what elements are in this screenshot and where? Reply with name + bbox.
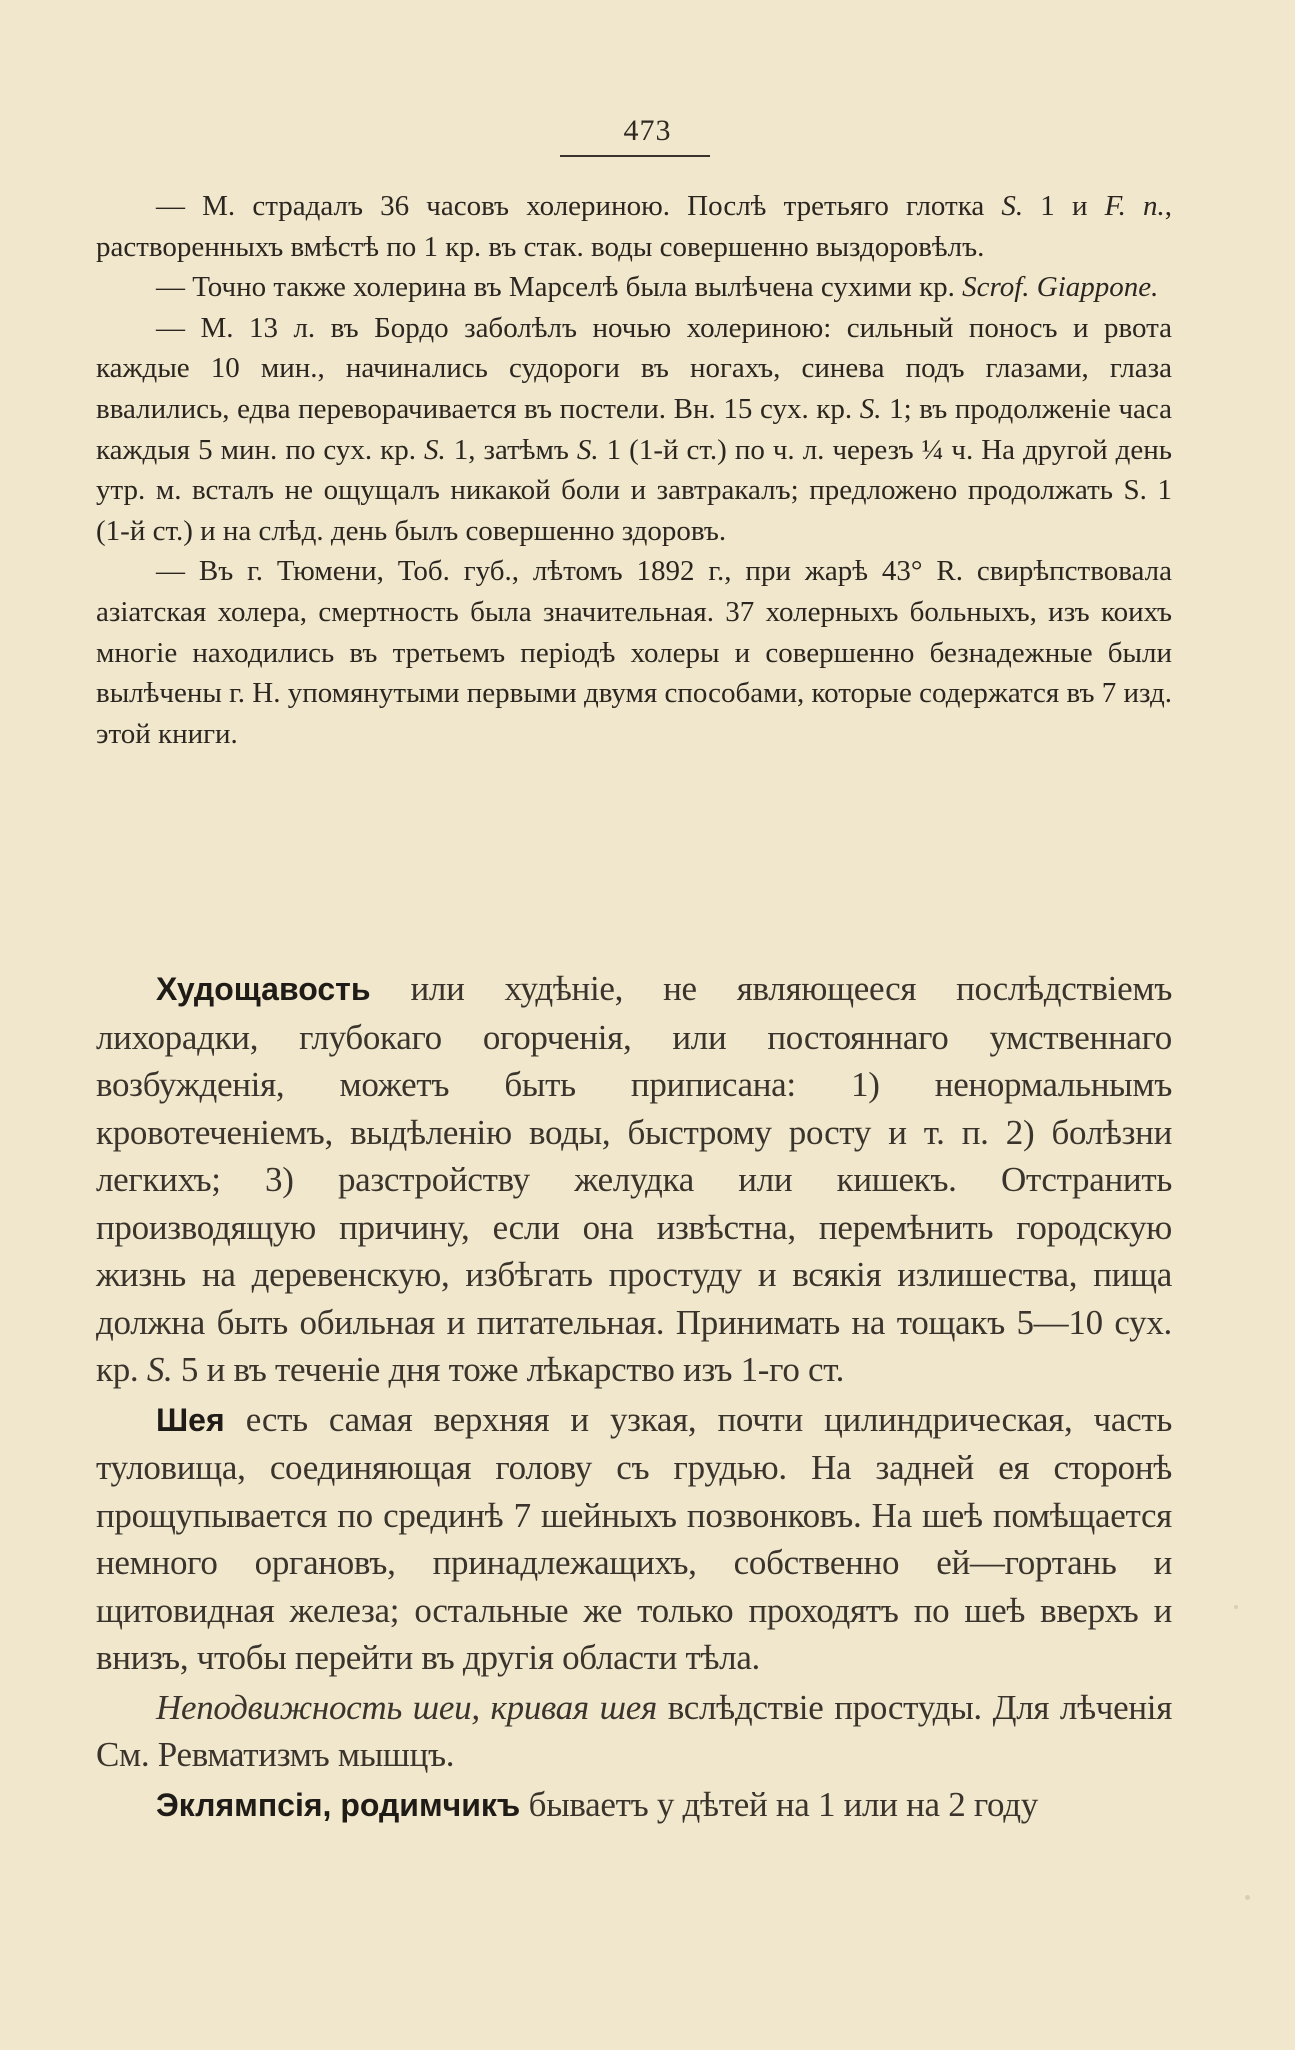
text-run: 1; въ продолженіе часа каждыя 5 мин. по сух. кр. <box>96 392 1172 466</box>
italic-run: S. <box>1001 190 1024 222</box>
text-run: , растворенныхъ вмѣстѣ по 1 кр. въ стак. воды совершенно выздоровѣлъ. <box>96 190 1173 263</box>
italic-run: S. <box>859 392 882 425</box>
italic-term: Неподвижность шеи, кривая шея <box>156 1687 657 1727</box>
entry-term: Худощавость <box>156 971 371 1007</box>
italic-run: S. <box>576 433 599 466</box>
italic-run: F. n. <box>1104 190 1165 222</box>
text-run: — Въ г. Тюмени, Тоб. губ., лѣтомъ 1892 г., при жарѣ 43° R. свирѣпствовала азіатская холера, смертность была значительная. 37 холерныхъ больныхъ, изъ коихъ многіе находились въ третьемъ періодѣ холеры и совершенно безнадежные были вылѣчены г. Н. упомянутыми первыми двумя способами, которые содержатся въ 7 изд. этой книги. <box>96 555 1172 750</box>
italic-run: Giappone. <box>1036 271 1159 304</box>
text-run <box>1030 271 1037 303</box>
entry-text: есть самая верхняя и узкая, почти цилиндрическая, часть туловища, соединяющая голову съ грудью. На задней ея сторонѣ прощупывается по срединѣ 7 шейныхъ позвонковъ. На шеѣ помѣщается немного органовъ, принадлежащихъ, собственно ей—гортань и щитовидная железа; остальные же только проходятъ по шеѣ вверхъ и внизъ, чтобы перейти въ другія области тѣла. <box>96 1399 1172 1677</box>
case-paragraph <box>96 186 1172 267</box>
entry-thinness <box>96 965 1172 1394</box>
case-reports <box>96 186 1172 754</box>
italic-run: S. <box>423 433 446 466</box>
entry-neck <box>96 1396 1172 1682</box>
entry-text: вслѣдствіе простуды. Для лѣченія См. Ревматизмъ мышцъ. <box>96 1687 1172 1774</box>
dictionary-entries <box>96 965 1172 1831</box>
entry-stiff-neck <box>96 1684 1172 1779</box>
paper-speck <box>1234 1605 1238 1609</box>
italic-run: S. <box>146 1350 173 1389</box>
text-run: — М. страдалъ 36 часовъ холериною. Послѣ третьяго глотка <box>156 190 1002 222</box>
text-run: 1 и <box>1023 190 1105 222</box>
case-paragraph <box>96 551 1172 754</box>
entry-term: Шея <box>156 1401 225 1438</box>
entry-text: или худѣніе, не являющееся послѣдствіемъ лихорадки, глубокаго огорченія, или постояннаго умственнаго возбужденія, можетъ быть приписана: 1) ненормальнымъ кровотеченіемъ, выдѣленію воды, быстрому росту и т. п. 2) болѣзни легкихъ; 3) разстройству желудка или кишекъ. Отстранить производящую причину, если она извѣстна, перемѣнить городскую жизнь на деревенскую, избѣгать простуду и всякія излишества, пища должна быть обильная и питательная. Принимать на тощакъ 5—10 сух. кр. <box>96 969 1172 1389</box>
case-paragraph <box>96 308 1172 552</box>
entry-text: бываетъ у дѣтей на 1 или на 2 году <box>520 1784 1038 1824</box>
text-run: — Точно также холерина въ Марселѣ была вылѣчена сухими кр. <box>156 271 963 304</box>
header-rule <box>560 155 710 157</box>
paper-speck <box>1245 1895 1250 1900</box>
text-run: 1 (1-й ст.) по ч. л. черезъ ¼ ч. На другой день утр. м. всталъ не ощущалъ никакой боли и завтракалъ; предложено продолжать S. 1 (1-й ст.) и на слѣд. день былъ совершенно здоровъ. <box>96 433 1173 547</box>
page-number: 473 <box>623 114 672 147</box>
italic-run: Scrof. <box>962 271 1030 304</box>
text-run: 1, затѣмъ <box>445 433 577 466</box>
case-paragraph <box>96 267 1172 308</box>
entry-eclampsia <box>96 1781 1172 1830</box>
entry-term: Эклямпсія, родимчикъ <box>156 1786 521 1823</box>
text-run: — М. 13 л. въ Бордо заболѣлъ ночью холериною: сильный поносъ и рвота каждые 10 мин., начинались судороги въ ногахъ, синева подъ глазами, глаза ввалились, едва переворачивается въ постели. Вн. 15 сух. кр. <box>96 311 1172 425</box>
entry-text: 5 и въ теченіе дня тоже лѣкарство изъ 1-го ст. <box>172 1350 845 1389</box>
